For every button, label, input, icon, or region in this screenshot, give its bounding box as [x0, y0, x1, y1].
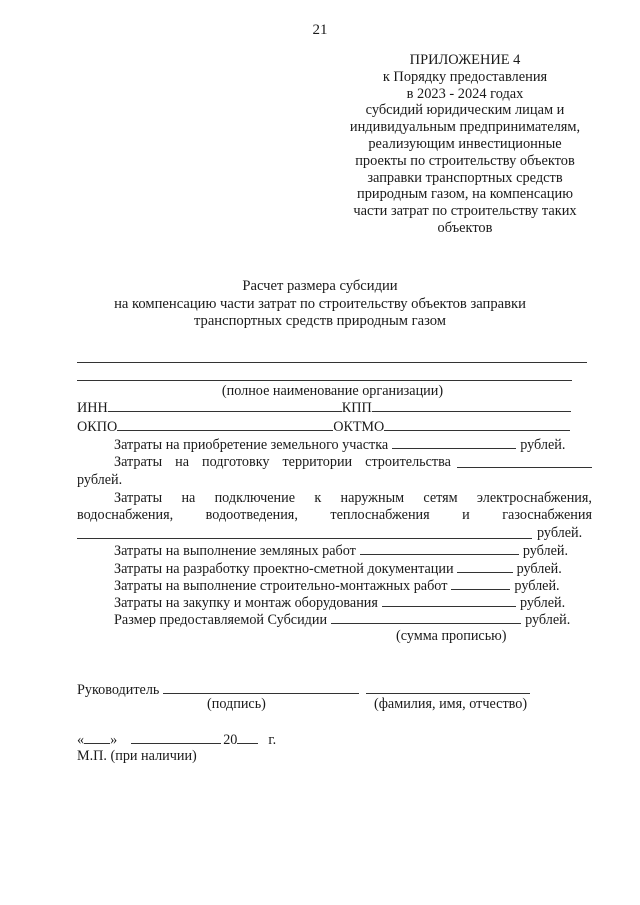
- cost-connect-word: электроснабжения,: [476, 490, 592, 506]
- year-prefix: 20: [223, 732, 238, 748]
- cost-connect-word: газоснабжения: [502, 507, 592, 523]
- date-row: [77, 731, 276, 748]
- inn-kpp-row: [77, 399, 571, 416]
- cost-connect-word: и: [462, 507, 470, 523]
- date-day-field[interactable]: [84, 731, 110, 744]
- cost-equipment-row: [114, 594, 565, 611]
- appendix-line: части затрат по строительству таких: [353, 203, 577, 220]
- cost-prep-field[interactable]: [457, 467, 592, 468]
- appendix-line: субсидий юридическим лицам и: [365, 102, 565, 119]
- kpp-field[interactable]: [372, 399, 571, 412]
- inn-label: ИНН: [77, 400, 108, 416]
- title-line: Расчет размера субсидии: [242, 278, 398, 294]
- page-number: 21: [312, 22, 328, 38]
- cost-prep-word: Затраты: [114, 454, 163, 470]
- appendix-line: к Порядку предоставления: [382, 68, 548, 85]
- cost-connect-word: на: [181, 490, 196, 506]
- currency-label: рублей.: [519, 595, 566, 611]
- cost-connect-field[interactable]: [77, 538, 532, 539]
- cost-earthworks-row: [114, 542, 568, 559]
- cost-construction-field[interactable]: [451, 577, 510, 590]
- cost-land-row: [114, 436, 565, 453]
- appendix-heading: ПРИЛОЖЕНИЕ 4: [409, 52, 521, 68]
- cost-design-field[interactable]: [457, 560, 513, 573]
- appendix-line: заправки транспортных средств: [367, 169, 563, 186]
- sum-in-words-caption: (сумма прописью): [396, 628, 507, 644]
- full-name-field[interactable]: [366, 681, 530, 694]
- cost-connect-word: подключение: [214, 490, 296, 506]
- full-name-caption: (фамилия, имя, отчество): [374, 696, 528, 712]
- appendix-line: природным газом, на компенсацию: [357, 186, 573, 203]
- document-title: [60, 278, 580, 331]
- quote-open: «: [77, 732, 85, 748]
- currency-label: рублей.: [516, 561, 562, 577]
- signature-field[interactable]: [163, 681, 359, 694]
- date-month-field[interactable]: [131, 731, 221, 744]
- subsidy-field[interactable]: [331, 611, 521, 624]
- cost-connect-row: [114, 490, 592, 507]
- oktmo-field[interactable]: [384, 418, 570, 431]
- title-line: транспортных средств природным газом: [193, 313, 447, 329]
- inn-field[interactable]: [108, 399, 342, 412]
- appendix-line: объектов: [437, 219, 493, 236]
- currency-label: рублей.: [514, 578, 560, 594]
- cost-design-row: [114, 560, 562, 577]
- oktmo-label: ОКТМО: [333, 419, 385, 435]
- signature-caption: (подпись): [207, 696, 266, 712]
- cost-prep-currency: рублей.: [77, 472, 123, 488]
- cost-design-label: Затраты на разработку проектно-сметной документации: [114, 561, 454, 577]
- cost-connect-word: к: [314, 490, 322, 506]
- org-name-line[interactable]: [77, 362, 587, 363]
- okpo-field[interactable]: [117, 418, 333, 431]
- appendix-line: в 2023 - 2024 годах: [406, 85, 524, 102]
- okpo-oktmo-row: [77, 418, 570, 435]
- stamp-label: М.П. (при наличии): [77, 748, 197, 764]
- cost-prep-word: строительства: [365, 454, 451, 470]
- cost-construction-label: Затраты на выполнение строительно-монтажных работ: [114, 578, 448, 594]
- kpp-label: КПП: [341, 400, 372, 416]
- appendix-line: реализующим инвестиционные: [368, 135, 562, 152]
- quote-close: »: [110, 732, 118, 748]
- currency-label: рублей.: [537, 525, 583, 541]
- subsidy-label: Размер предоставляемой Субсидии: [114, 612, 328, 628]
- head-label: Руководитель: [77, 682, 160, 698]
- cost-connect-word: теплоснабжения: [330, 507, 430, 523]
- cost-equipment-field[interactable]: [382, 594, 516, 607]
- cost-connect-row-2: [77, 507, 592, 524]
- cost-prep-row: [114, 454, 451, 471]
- cost-prep-word: на: [175, 454, 190, 470]
- cost-construction-row: [114, 577, 560, 594]
- cost-connect-word: наружным: [340, 490, 405, 506]
- title-line: на компенсацию части затрат по строительству объектов заправки: [114, 295, 526, 312]
- currency-label: рублей.: [525, 612, 571, 628]
- cost-connect-word: водоснабжения,: [77, 507, 174, 523]
- org-name-line-2[interactable]: [77, 380, 572, 381]
- cost-connect-word: водоотведения,: [205, 507, 298, 523]
- cost-prep-word: территории: [282, 454, 353, 470]
- cost-connect-word: сетям: [423, 490, 458, 506]
- appendix-block: [327, 52, 603, 237]
- date-year-field[interactable]: [237, 731, 258, 744]
- cost-prep-word: подготовку: [202, 454, 270, 470]
- cost-earthworks-label: Затраты на выполнение земляных работ: [114, 543, 356, 559]
- cost-earthworks-field[interactable]: [360, 542, 519, 555]
- subsidy-row: [114, 611, 570, 628]
- cost-connect-word: Затраты: [114, 490, 163, 506]
- okpo-label: ОКПО: [77, 419, 118, 435]
- cost-land-label: Затраты на приобретение земельного участка: [114, 437, 389, 453]
- year-suffix: г.: [268, 732, 277, 748]
- currency-label: рублей.: [522, 543, 569, 559]
- cost-land-field[interactable]: [392, 436, 516, 449]
- cost-equipment-label: Затраты на закупку и монтаж оборудования: [114, 595, 378, 611]
- currency-label: рублей.: [520, 437, 566, 453]
- appendix-line: индивидуальным предпринимателям,: [349, 119, 581, 136]
- org-name-caption: (полное наименование организации): [221, 383, 444, 399]
- appendix-line: проекты по строительству объектов: [355, 152, 575, 169]
